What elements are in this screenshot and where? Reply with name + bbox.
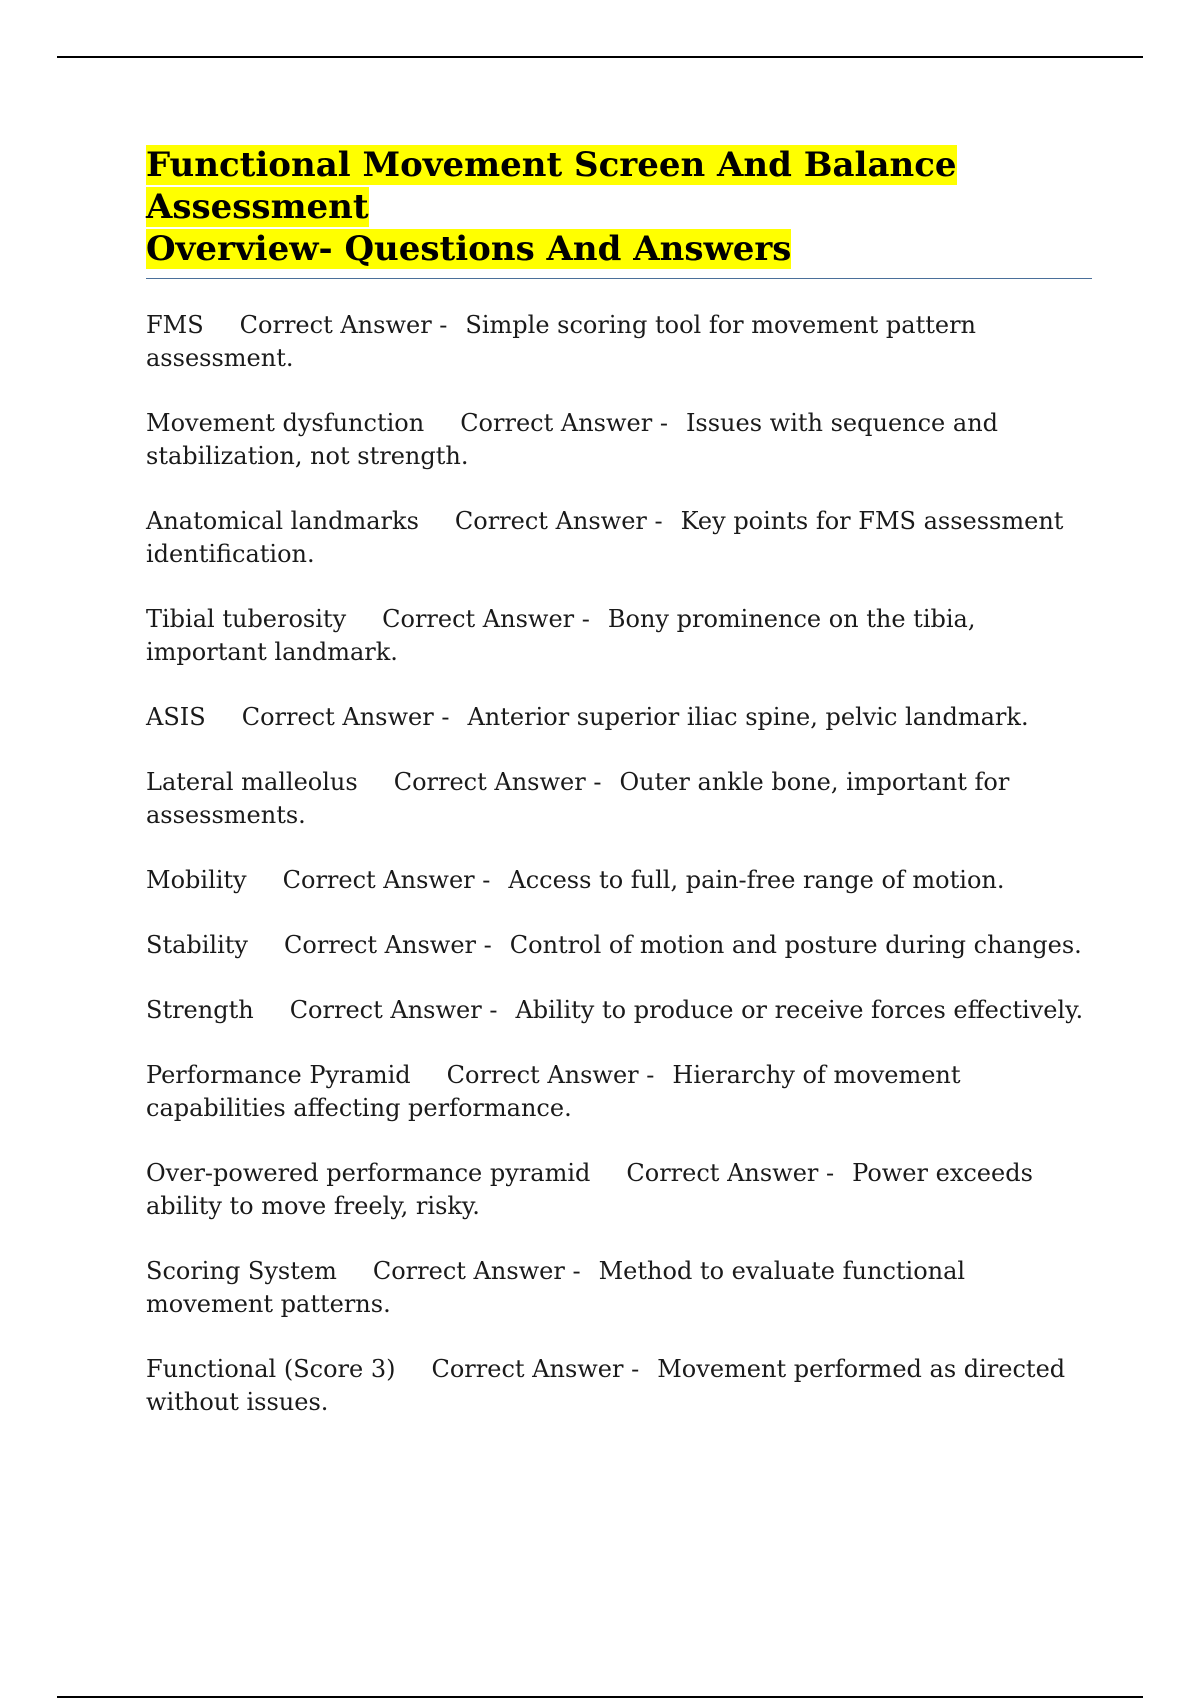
qa-answer: Key points for FMS assessment identification. <box>146 507 1064 568</box>
qa-item <box>146 1059 1092 1125</box>
qa-term: Scoring System <box>146 1257 337 1285</box>
qa-term: Over-powered performance pyramid <box>146 1159 591 1187</box>
qa-answer-label: Correct Answer - <box>460 409 668 437</box>
title-block <box>146 144 1092 279</box>
qa-term: Strength <box>146 996 254 1024</box>
qa-term: Movement dysfunction <box>146 409 425 437</box>
qa-item <box>146 1353 1092 1419</box>
qa-answer: Control of motion and posture during changes. <box>509 931 1082 959</box>
qa-answer: Bony prominence on the tibia, important landmark. <box>146 605 976 666</box>
qa-item <box>146 766 1092 832</box>
page-top-rule <box>57 56 1143 58</box>
qa-answer-label: Correct Answer - <box>289 996 498 1024</box>
qa-item <box>146 309 1092 375</box>
qa-answer-label: Correct Answer - <box>431 1355 640 1383</box>
qa-answer: Ability to produce or receive forces effectively. <box>515 996 1084 1024</box>
qa-answer: Simple scoring tool for movement pattern assessment. <box>146 311 977 372</box>
qa-item <box>146 864 1092 897</box>
qa-answer: Outer ankle bone, important for assessments. <box>146 768 1010 829</box>
qa-answer-label: Correct Answer - <box>282 866 491 894</box>
qa-item <box>146 1255 1092 1321</box>
qa-answer: Access to full, pain-free range of motion. <box>508 866 1005 894</box>
qa-term: Performance Pyramid <box>146 1061 411 1089</box>
qa-term: FMS <box>146 311 204 339</box>
qa-item <box>146 929 1092 962</box>
title-line-2: Overview- Questions And Answers <box>146 229 792 269</box>
qa-list <box>146 309 1092 1419</box>
qa-answer-label: Correct Answer - <box>241 703 450 731</box>
qa-answer-label: Correct Answer - <box>382 605 590 633</box>
qa-answer: Anterior superior iliac spine, pelvic landmark. <box>467 703 1029 731</box>
qa-answer-label: Correct Answer - <box>393 768 602 796</box>
qa-term: Tibial tuberosity <box>146 605 347 633</box>
qa-answer: Power exceeds ability to move freely, risky. <box>146 1159 1033 1220</box>
page-bottom-rule <box>57 1696 1143 1698</box>
qa-answer-label: Correct Answer - <box>454 507 663 535</box>
qa-answer: Hierarchy of movement capabilities affecting performance. <box>146 1061 961 1122</box>
qa-item <box>146 1157 1092 1223</box>
qa-item <box>146 603 1092 669</box>
qa-term: Anatomical landmarks <box>146 507 419 535</box>
qa-answer: Method to evaluate functional movement patterns. <box>146 1257 966 1318</box>
qa-term: Functional (Score 3) <box>146 1355 396 1383</box>
qa-item <box>146 505 1092 571</box>
qa-answer-label: Correct Answer - <box>626 1159 835 1187</box>
qa-answer-label: Correct Answer - <box>284 931 492 959</box>
qa-answer: Issues with sequence and stabilization, not strength. <box>146 409 999 470</box>
document-title <box>146 144 1092 270</box>
qa-item <box>146 994 1092 1027</box>
qa-term: Stability <box>146 931 248 959</box>
qa-term: ASIS <box>146 703 206 731</box>
qa-answer-label: Correct Answer - <box>446 1061 655 1089</box>
qa-item <box>146 407 1092 473</box>
title-line-1: Functional Movement Screen And Balance Assessment <box>146 145 957 227</box>
document-body <box>146 144 1092 1451</box>
qa-answer-label: Correct Answer - <box>239 311 448 339</box>
qa-item <box>146 701 1092 734</box>
qa-answer-label: Correct Answer - <box>372 1257 581 1285</box>
qa-answer: Movement performed as directed without issues. <box>146 1355 1066 1416</box>
qa-term: Lateral malleolus <box>146 768 358 796</box>
qa-term: Mobility <box>146 866 247 894</box>
